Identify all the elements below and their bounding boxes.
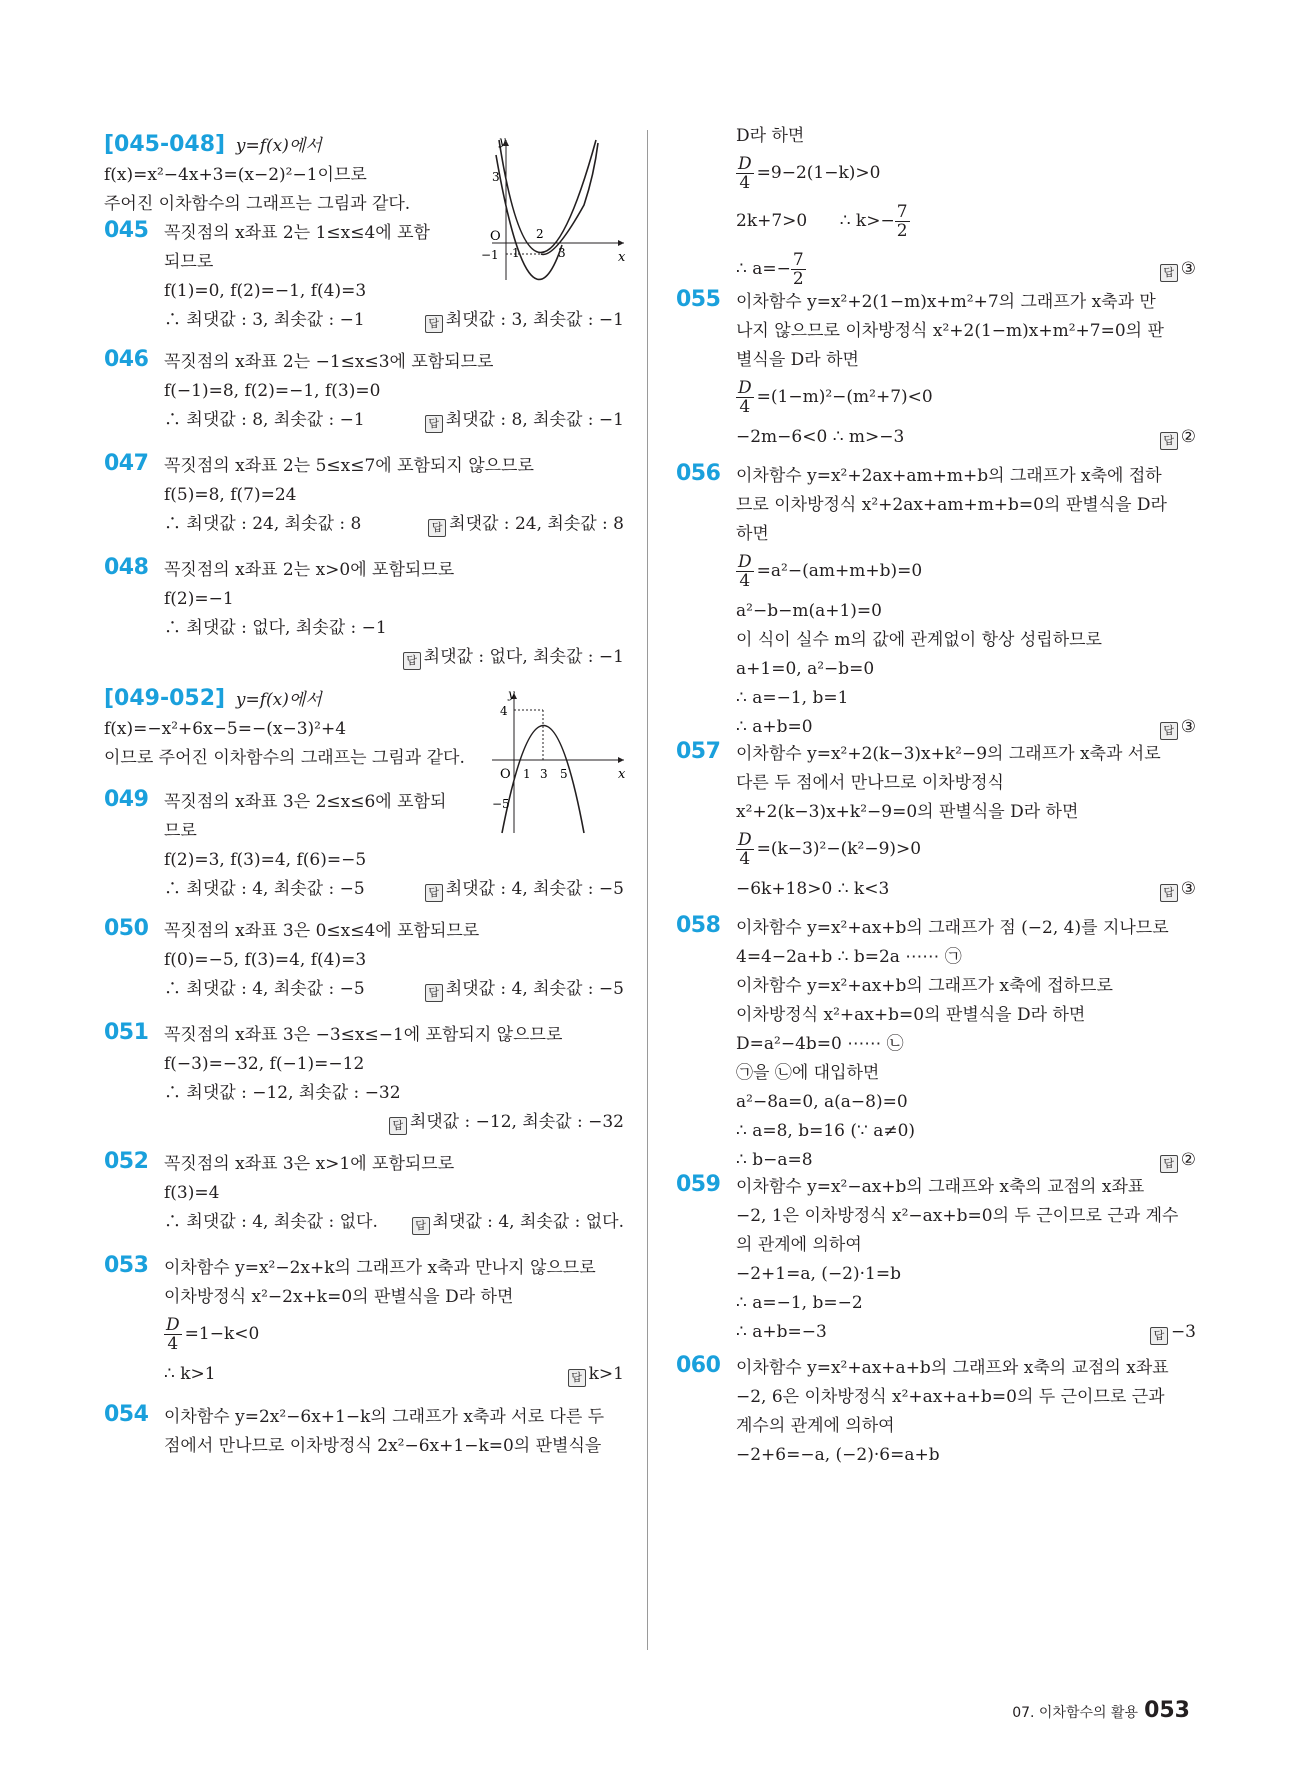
header-line: f(x)=−x²+6x−5=−(x−3)²+4 xyxy=(104,719,347,739)
solution-line: f(2)=−1 xyxy=(164,589,234,609)
fraction-d-over-4: $\frac{D}{4}$ xyxy=(738,830,752,869)
fraction-7-over-2: $\frac{7}{2}$ xyxy=(896,202,908,241)
solution-line: ∴ 최댓값 : −12, 최솟값 : −32 xyxy=(164,1083,401,1103)
solution-line: ∴ k>1 xyxy=(164,1364,216,1384)
tick-minus5: −5 xyxy=(492,797,510,811)
tick-1: 1 xyxy=(512,246,520,260)
problem-number: 046 xyxy=(104,347,149,372)
solution-line: 하면 xyxy=(736,524,769,544)
answer: 답 ③ xyxy=(1160,875,1196,904)
solution-line: 2k+7>0 xyxy=(736,211,808,231)
solution-line: 이차함수 y=2x²−6x+1−k의 그래프가 x축과 서로 다른 두 xyxy=(164,1407,605,1427)
answer-icon: 답 xyxy=(403,652,421,670)
solution-line: ∴ b−a=8 xyxy=(736,1150,813,1170)
solution-line: ∴ a=8, b=16 (∵ a≠0) xyxy=(736,1121,916,1141)
solution-line: a+1=0, a²−b=0 xyxy=(736,659,875,679)
answer: 답 최댓값 : 4, 최솟값 : −5 xyxy=(425,875,624,904)
solution-line: x²+2(k−3)x+k²−9=0의 판별식을 D라 하면 xyxy=(736,802,1079,822)
solution-line: D=a²−4b=0 ⋯⋯ ㉡ xyxy=(736,1034,904,1054)
tick-5: 5 xyxy=(560,767,568,781)
solution-line: 다른 두 점에서 만나므로 이차방정식 xyxy=(736,773,1004,793)
problem-058 xyxy=(676,914,1196,1175)
answer-icon: 답 xyxy=(568,1369,586,1387)
solution-line: f(5)=8, f(7)=24 xyxy=(164,485,297,505)
header-line: y=f(x)에서 xyxy=(235,690,322,710)
answer-icon: 답 xyxy=(425,984,443,1002)
fraction-d-over-4: $\frac{D}{4}$ xyxy=(738,378,752,417)
problem-number: 056 xyxy=(676,461,721,486)
problem-059 xyxy=(676,1173,1196,1347)
solution-line: a²−b−m(a+1)=0 xyxy=(736,601,882,621)
solution-line: −6k+18>0 ∴ k<3 xyxy=(736,879,890,899)
solution-line: ∴ 최댓값 : 24, 최솟값 : 8 xyxy=(164,514,362,534)
problem-number: 045 xyxy=(104,218,149,243)
header-line: 주어진 이차함수의 그래프는 그림과 같다. xyxy=(104,194,411,214)
solution-line: 꼭짓점의 x좌표 2는 −1≤x≤3에 포함되므로 xyxy=(164,352,494,372)
problem-number: 058 xyxy=(676,913,721,938)
solution-line: f(2)=3, f(3)=4, f(6)=−5 xyxy=(164,850,367,870)
solution-line: 이차방정식 x²+ax+b=0의 판별식을 D라 하면 xyxy=(736,1005,1086,1025)
axis-label-x: x xyxy=(618,250,626,265)
solution-line: 이차함수 y=x²+ax+b의 그래프가 x축에 접하므로 xyxy=(736,976,1113,996)
problem-048 xyxy=(104,556,624,672)
answer-icon: 답 xyxy=(1150,1327,1168,1345)
tick-minus1: −1 xyxy=(481,248,499,262)
solution-line: =(1−m)²−(m²+7)<0 xyxy=(756,387,933,407)
fraction-7-over-2: $\frac{7}{2}$ xyxy=(792,250,804,289)
solution-line: ∴ 최댓값 : 4, 최솟값 : −5 xyxy=(164,979,365,999)
problem-056 xyxy=(676,462,1196,742)
solution-line: f(3)=4 xyxy=(164,1183,220,1203)
solution-line: 이차함수 y=x²+2(k−3)x+k²−9의 그래프가 x축과 서로 xyxy=(736,744,1161,764)
answer: 답 최댓값 : 4, 최솟값 : −5 xyxy=(425,975,624,1004)
solution-line: f(1)=0, f(2)=−1, f(4)=3 xyxy=(164,281,367,301)
solution-line: −2m−6<0 ∴ m>−3 xyxy=(736,427,905,447)
solution-line: ∴ k>− xyxy=(839,211,895,231)
solution-line: 별식을 D라 하면 xyxy=(736,350,859,370)
problem-049 xyxy=(104,788,624,904)
solution-line: 계수의 관계에 의하여 xyxy=(736,1416,895,1436)
axis-label-y: y xyxy=(508,687,515,701)
header-line: y=f(x)에서 xyxy=(235,136,322,156)
problem-057 xyxy=(676,740,1196,904)
problem-number: 052 xyxy=(104,1149,149,1174)
answer: 답 ② xyxy=(1160,423,1196,452)
problem-number: 053 xyxy=(104,1253,149,1278)
solution-line: ∴ a=−1, b=1 xyxy=(736,688,849,708)
column-divider xyxy=(647,130,648,1650)
solution-line: ㉠을 ㉡에 대입하면 xyxy=(736,1063,880,1083)
answer-icon: 답 xyxy=(428,519,446,537)
answer: 답 k>1 xyxy=(568,1360,624,1389)
solution-line: 이차함수 y=x²+2(1−m)x+m²+7의 그래프가 x축과 만 xyxy=(736,292,1156,312)
solution-line: f(−1)=8, f(2)=−1, f(3)=0 xyxy=(164,381,381,401)
solution-line: 이 식이 실수 m의 값에 관계없이 항상 성립하므로 xyxy=(736,630,1102,650)
fraction-d-over-4: $\frac{D}{4}$ xyxy=(738,154,752,193)
solution-line: ∴ a+b=0 xyxy=(736,717,813,737)
answer-icon: 답 xyxy=(1160,1155,1178,1173)
answer: 답 ③ xyxy=(1160,255,1196,284)
solution-line: =(k−3)²−(k²−9)>0 xyxy=(756,839,922,859)
solution-line: D라 하면 xyxy=(736,126,805,146)
problem-053 xyxy=(104,1254,624,1389)
chapter-title: 07. 이차함수의 활용 xyxy=(1012,1705,1139,1721)
solution-line: 이차함수 y=x²+2ax+am+m+b의 그래프가 x축에 접하 xyxy=(736,466,1162,486)
problem-number: 055 xyxy=(676,287,721,312)
solution-line: ∴ 최댓값 : 4, 최솟값 : −5 xyxy=(164,879,365,899)
problem-054-continued xyxy=(676,122,1196,295)
solution-line: ∴ 최댓값 : 4, 최솟값 : 없다. xyxy=(164,1212,378,1232)
solution-line: ∴ a=−1, b=−2 xyxy=(736,1293,863,1313)
answer: 답 최댓값 : −12, 최솟값 : −32 xyxy=(389,1108,624,1137)
solution-line: 꼭짓점의 x좌표 2는 x>0에 포함되므로 xyxy=(164,560,455,580)
origin-label: O xyxy=(500,767,511,782)
solution-line: ∴ a=− xyxy=(736,259,791,279)
problem-050 xyxy=(104,917,624,1004)
solution-line: 꼭짓점의 x좌표 3은 0≤x≤4에 포함되므로 xyxy=(164,921,480,941)
axis-label-x: x xyxy=(618,767,626,782)
solution-line: ∴ a+b=−3 xyxy=(736,1322,827,1342)
fraction-d-over-4: $\frac{D}{4}$ xyxy=(166,1315,180,1354)
answer: 답 최댓값 : 8, 최솟값 : −1 xyxy=(425,406,624,435)
problem-number: 051 xyxy=(104,1020,149,1045)
answer-icon: 답 xyxy=(425,884,443,902)
header-line: f(x)=x²−4x+3=(x−2)²−1이므로 xyxy=(104,165,367,185)
tick-x3: 3 xyxy=(558,246,566,260)
page-footer xyxy=(1012,1698,1190,1723)
solution-line: 므로 이차방정식 x²+2ax+am+m+b=0의 판별식을 D라 xyxy=(736,495,1167,515)
header-line: 이므로 주어진 이차함수의 그래프는 그림과 같다. xyxy=(104,748,465,768)
problem-047 xyxy=(104,452,624,539)
tick-1: 1 xyxy=(523,767,531,781)
solution-line: f(−3)=−32, f(−1)=−12 xyxy=(164,1054,365,1074)
solution-line: =1−k<0 xyxy=(184,1324,260,1344)
problem-number: 048 xyxy=(104,555,149,580)
solution-line: =9−2(1−k)>0 xyxy=(756,163,881,183)
problem-046 xyxy=(104,348,624,435)
solution-line: ∴ 최댓값 : 3, 최솟값 : −1 xyxy=(164,310,365,330)
tick-2: 2 xyxy=(536,227,544,241)
answer: 답 ② xyxy=(1160,1146,1196,1175)
answer: 답 ③ xyxy=(1160,713,1196,742)
problem-number: 049 xyxy=(104,787,149,812)
solution-line: 되므로 xyxy=(164,252,214,272)
problem-number: 054 xyxy=(104,1402,149,1427)
solution-line: 4=4−2a+b ∴ b=2a ⋯⋯ ㉠ xyxy=(736,947,962,967)
problem-045 xyxy=(104,219,624,335)
solution-line: 꼭짓점의 x좌표 3은 −3≤x≤−1에 포함되지 않으므로 xyxy=(164,1025,563,1045)
answer-icon: 답 xyxy=(389,1117,407,1135)
problem-055 xyxy=(676,288,1196,452)
solution-line: 점에서 만나므로 이차방정식 2x²−6x+1−k=0의 판별식을 xyxy=(164,1436,602,1456)
tick-4: 4 xyxy=(500,704,508,718)
problem-number: 047 xyxy=(104,451,149,476)
problem-051 xyxy=(104,1021,624,1137)
problem-060 xyxy=(676,1354,1196,1470)
solution-line: 이차함수 y=x²−ax+b의 그래프와 x축의 교점의 x좌표 xyxy=(736,1177,1145,1197)
answer-icon: 답 xyxy=(1160,884,1178,902)
answer-icon: 답 xyxy=(1160,722,1178,740)
solution-line: 꼭짓점의 x좌표 2는 5≤x≤7에 포함되지 않으므로 xyxy=(164,456,534,476)
answer-icon: 답 xyxy=(1160,432,1178,450)
answer-icon: 답 xyxy=(1160,264,1178,282)
solution-line: 므로 xyxy=(164,821,197,841)
answer-icon: 답 xyxy=(412,1217,430,1235)
solution-line: −2+6=−a, (−2)·6=a+b xyxy=(736,1445,940,1465)
page-number: 053 xyxy=(1144,1698,1190,1723)
section-label: [049-052] xyxy=(104,686,226,711)
answer: 답 최댓값 : 4, 최솟값 : 없다. xyxy=(412,1208,624,1237)
problem-number: 057 xyxy=(676,739,721,764)
solution-line: f(0)=−5, f(3)=4, f(4)=3 xyxy=(164,950,367,970)
solution-line: 이차방정식 x²−2x+k=0의 판별식을 D라 하면 xyxy=(164,1287,514,1307)
left-column xyxy=(104,0,624,1772)
tick-3: 3 xyxy=(492,170,500,184)
solution-line: =a²−(am+m+b)=0 xyxy=(756,561,923,581)
answer: 답 −3 xyxy=(1150,1318,1196,1347)
answer: 답 최댓값 : 24, 최솟값 : 8 xyxy=(428,510,624,539)
solution-line: −2+1=a, (−2)·1=b xyxy=(736,1264,901,1284)
origin-label: O xyxy=(490,229,501,244)
axis-label-y: y xyxy=(499,134,506,148)
answer-icon: 답 xyxy=(425,315,443,333)
solution-line: 의 관계에 의하여 xyxy=(736,1235,862,1255)
answer: 답 최댓값 : 3, 최솟값 : −1 xyxy=(425,306,624,335)
solution-line: ∴ 최댓값 : 없다, 최솟값 : −1 xyxy=(164,618,387,638)
answer: 답 최댓값 : 없다, 최솟값 : −1 xyxy=(403,643,624,672)
solution-line: 꼭짓점의 x좌표 3은 2≤x≤6에 포함되 xyxy=(164,792,447,812)
right-column xyxy=(676,0,1196,1772)
fraction-d-over-4: $\frac{D}{4}$ xyxy=(738,552,752,591)
solution-line: −2, 1은 이차방정식 x²−ax+b=0의 두 근이므로 근과 계수 xyxy=(736,1206,1179,1226)
solution-line: a²−8a=0, a(a−8)=0 xyxy=(736,1092,908,1112)
problem-number: 059 xyxy=(676,1172,721,1197)
problem-054 xyxy=(104,1403,624,1461)
solution-line: 이차함수 y=x²−2x+k의 그래프가 x축과 만나지 않으므로 xyxy=(164,1258,596,1278)
section-label: [045-048] xyxy=(104,132,226,157)
answer-icon: 답 xyxy=(425,415,443,433)
problem-number: 060 xyxy=(676,1353,721,1378)
solution-line: −2, 6은 이차방정식 x²+ax+a+b=0의 두 근이므로 근과 xyxy=(736,1387,1165,1407)
tick-3: 3 xyxy=(540,767,548,781)
solution-line: 이차함수 y=x²+ax+b의 그래프가 점 (−2, 4)를 지나므로 xyxy=(736,918,1169,938)
solution-line: 꼭짓점의 x좌표 3은 x>1에 포함되므로 xyxy=(164,1154,455,1174)
solution-line: 이차함수 y=x²+ax+a+b의 그래프와 x축의 교점의 x좌표 xyxy=(736,1358,1169,1378)
solution-line: ∴ 최댓값 : 8, 최솟값 : −1 xyxy=(164,410,365,430)
solution-line: 나지 않으므로 이차방정식 x²+2(1−m)x+m²+7=0의 판 xyxy=(736,321,1164,341)
problem-number: 050 xyxy=(104,916,149,941)
solution-line: 꼭짓점의 x좌표 2는 1≤x≤4에 포함 xyxy=(164,223,430,243)
problem-052 xyxy=(104,1150,624,1237)
